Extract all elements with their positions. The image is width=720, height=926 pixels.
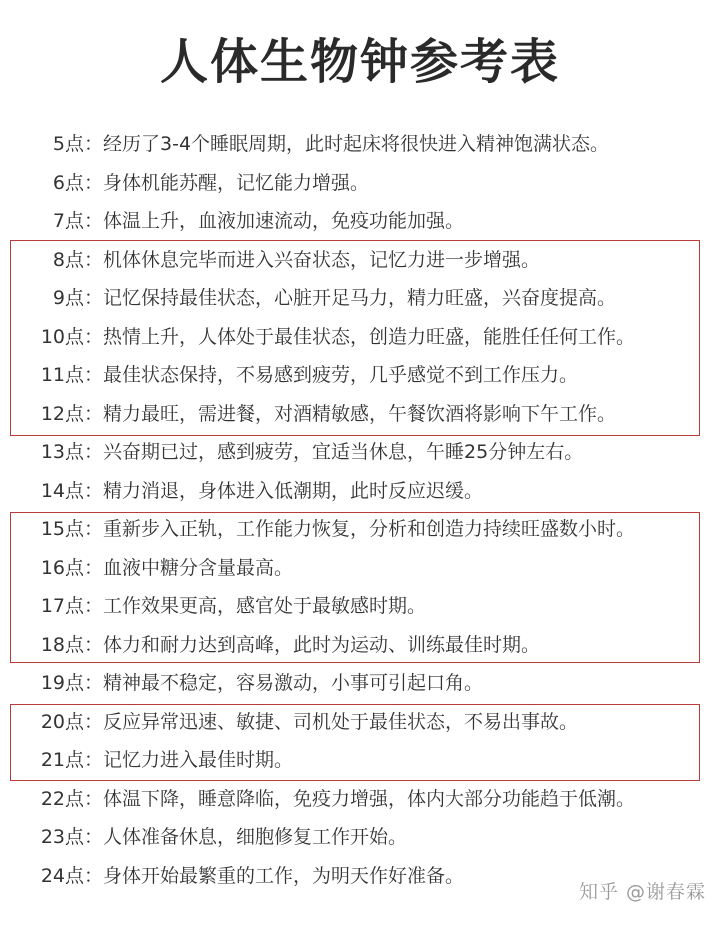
description: 最佳状态保持，不易感到疲劳，几乎感觉不到工作压力。: [103, 364, 579, 386]
separator: ：: [84, 402, 104, 425]
list-item: [0, 318, 720, 357]
separator: ：: [84, 749, 104, 771]
separator: ：: [84, 441, 104, 463]
hour-label: 23点: [40, 826, 84, 848]
separator: ：: [84, 864, 104, 887]
separator: ：: [84, 210, 104, 232]
description: 兴奋期已过，感到疲劳，宜适当休息，午睡25分钟左右。: [103, 441, 584, 463]
separator: ：: [84, 672, 104, 694]
hour-label: 9点: [52, 287, 84, 309]
description: 血液中糖分含量最高。: [103, 556, 294, 579]
separator: ：: [84, 826, 104, 848]
separator: ：: [84, 133, 104, 155]
hour-label: 24点: [40, 864, 84, 887]
hour-label: 6点: [52, 171, 84, 194]
description: 体力和耐力达到高峰，此时为运动、训练最佳时期。: [103, 633, 541, 656]
hour-label: 5点: [52, 133, 84, 155]
description: 反应异常迅速、敏捷、司机处于最佳状态，不易出事故。: [103, 710, 579, 733]
list-item: [0, 587, 720, 626]
list-item: [0, 164, 720, 203]
description: 身体机能苏醒，记忆能力增强。: [103, 171, 370, 194]
list-item: [0, 703, 720, 742]
description: 体温下降，睡意降临，免疫力增强，体内大部分功能趋于低潮。: [103, 787, 636, 810]
hour-label: 22点: [40, 787, 84, 810]
description: 精力最旺，需进餐，对酒精敏感，午餐饮酒将影响下午工作。: [103, 402, 617, 425]
hour-label: 11点: [40, 364, 84, 386]
hour-label: 8点: [52, 248, 84, 271]
separator: ：: [84, 633, 104, 656]
hour-label: 20点: [40, 710, 84, 733]
description: 工作效果更高，感官处于最敏感时期。: [103, 595, 427, 617]
separator: ：: [84, 287, 104, 309]
separator: ：: [84, 710, 104, 733]
description: 精神最不稳定，容易激动，小事可引起口角。: [103, 672, 484, 694]
description: 人体准备休息，细胞修复工作开始。: [103, 826, 408, 848]
description: 经历了3-4个睡眠周期，此时起床将很快进入精神饱满状态。: [103, 133, 610, 155]
hour-label: 13点: [40, 441, 84, 463]
separator: ：: [84, 479, 104, 502]
separator: ：: [84, 171, 104, 194]
list-item: [0, 472, 720, 511]
list-item: [0, 664, 720, 703]
list-item: [0, 780, 720, 819]
list-item: [0, 395, 720, 434]
page-title: 人体生物钟参考表: [159, 34, 560, 90]
watermark: 知乎 @谢春霖: [578, 881, 706, 903]
hour-label: 19点: [40, 672, 84, 694]
list-item: [0, 626, 720, 665]
separator: ：: [84, 787, 104, 810]
description: 精力消退，身体进入低潮期，此时反应迟缓。: [103, 479, 484, 502]
list-item: [0, 433, 720, 472]
list-item: [0, 356, 720, 395]
list-item: [0, 202, 720, 241]
hour-label: 7点: [52, 210, 84, 232]
schedule-list: [0, 125, 720, 895]
description: 体温上升，血液加速流动，免疫功能加强。: [103, 210, 465, 232]
separator: ：: [84, 518, 104, 540]
list-item: [0, 818, 720, 857]
hour-label: 18点: [40, 633, 84, 656]
list-item: [0, 510, 720, 549]
list-item: [0, 741, 720, 780]
description: 记忆保持最佳状态，心脏开足马力，精力旺盛，兴奋度提高。: [103, 287, 617, 309]
separator: ：: [84, 364, 104, 386]
hour-label: 14点: [40, 479, 84, 502]
hour-label: 16点: [40, 556, 84, 579]
hour-label: 10点: [40, 325, 84, 348]
description: 热情上升，人体处于最佳状态，创造力旺盛，能胜任任何工作。: [103, 325, 636, 348]
list-item: [0, 125, 720, 164]
separator: ：: [84, 325, 104, 348]
separator: ：: [84, 595, 104, 617]
list-item: [0, 241, 720, 280]
description: 记忆力进入最佳时期。: [103, 749, 294, 771]
description: 重新步入正轨，工作能力恢复，分析和创造力持续旺盛数小时。: [103, 518, 636, 540]
list-item: [0, 549, 720, 588]
separator: ：: [84, 556, 104, 579]
list-item: [0, 279, 720, 318]
description: 身体开始最繁重的工作，为明天作好准备。: [103, 864, 465, 887]
separator: ：: [84, 248, 104, 271]
hour-label: 12点: [40, 402, 84, 425]
hour-label: 15点: [40, 518, 84, 540]
description: 机体休息完毕而进入兴奋状态，记忆力进一步增强。: [103, 248, 541, 271]
hour-label: 17点: [40, 595, 84, 617]
hour-label: 21点: [40, 749, 84, 771]
